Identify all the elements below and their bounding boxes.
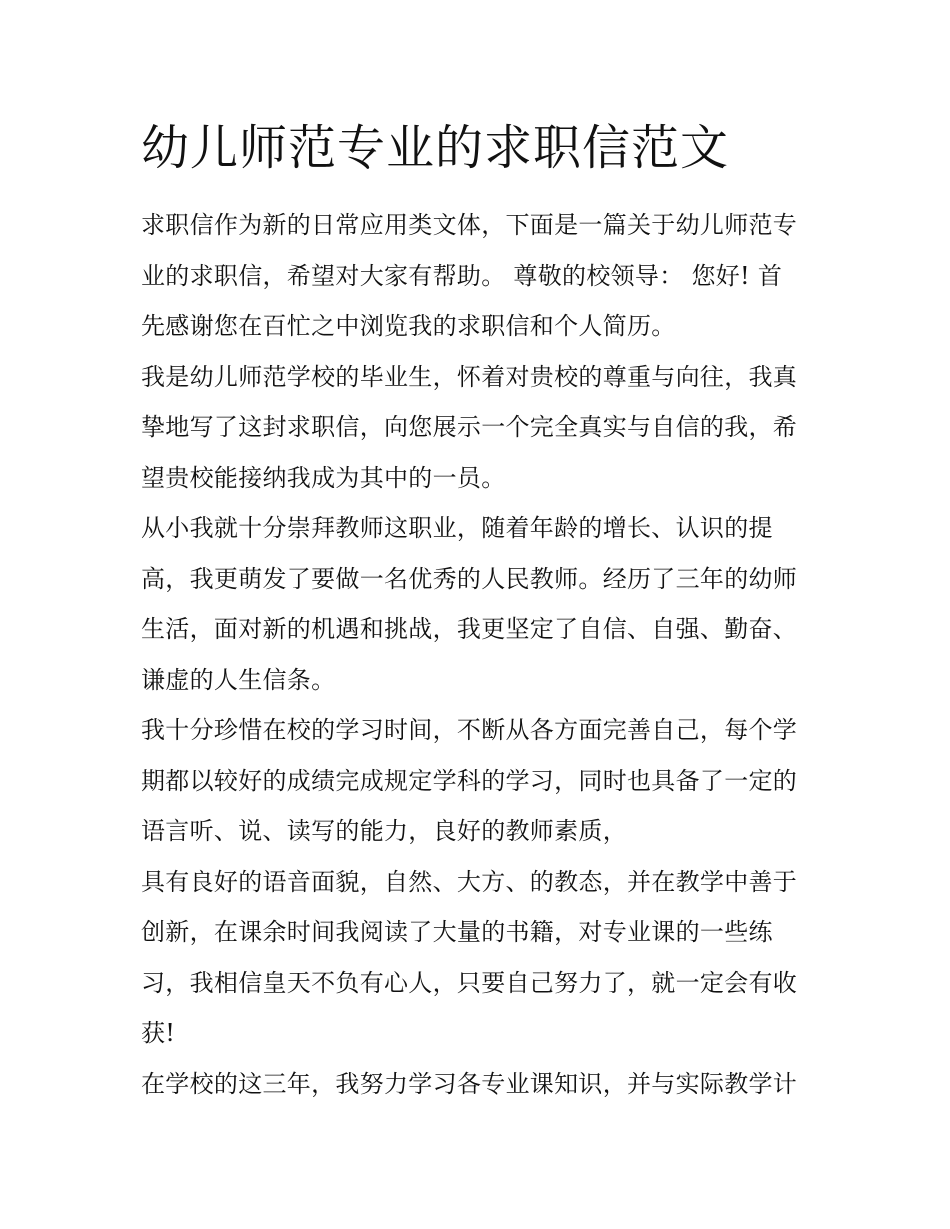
text-line: 高，我更萌发了要做一名优秀的人民教师。经历了三年的幼师 — [141, 564, 798, 593]
text-line: 语言听、说、读写的能力，良好的教师素质， — [141, 817, 627, 845]
text-line: 从小我就十分崇拜教师这职业，随着年龄的增长、认识的提 — [141, 514, 773, 542]
text-line: 业的求职信，希望对大家有帮助。 尊敬的校领导： 您好! 首 — [141, 261, 783, 290]
text-line: 期都以较好的成绩完成规定学科的学习，同时也具备了一定的 — [141, 766, 798, 795]
text-line: 在学校的这三年，我努力学习各专业课知识，并与实际教学计 — [141, 1069, 798, 1098]
text-line: 求职信作为新的日常应用类文体，下面是一篇关于幼儿师范专 — [141, 211, 798, 239]
text-line: 望贵校能接纳我成为其中的一员。 — [141, 463, 506, 492]
text-line: 习，我相信皇天不负有心人，只要自己努力了，就一定会有收 — [141, 968, 798, 997]
text-line: 生活，面对新的机遇和挑战，我更坚定了自信、自强、勤奋、 — [141, 615, 798, 643]
text-line: 获! — [141, 1019, 176, 1047]
text-line: 挚地写了这封求职信，向您展示一个完全真实与自信的我，希 — [141, 413, 798, 441]
page-title: 幼儿师范专业的求职信范文 — [141, 120, 730, 176]
text-line: 我十分珍惜在校的学习时间，不断从各方面完善自己，每个学 — [141, 716, 798, 744]
text-line: 具有良好的语音面貌，自然、大方、的教态，并在教学中善于 — [141, 867, 798, 896]
text-line: 先感谢您在百忙之中浏览我的求职信和个人简历。 — [141, 312, 676, 340]
document-body — [141, 200, 821, 1109]
text-line: 谦虚的人生信条。 — [141, 665, 336, 694]
text-line: 我是幼儿师范学校的毕业生，怀着对贵校的尊重与向往，我真 — [141, 362, 798, 391]
text-line: 创新，在课余时间我阅读了大量的书籍，对专业课的一些练 — [141, 918, 773, 946]
